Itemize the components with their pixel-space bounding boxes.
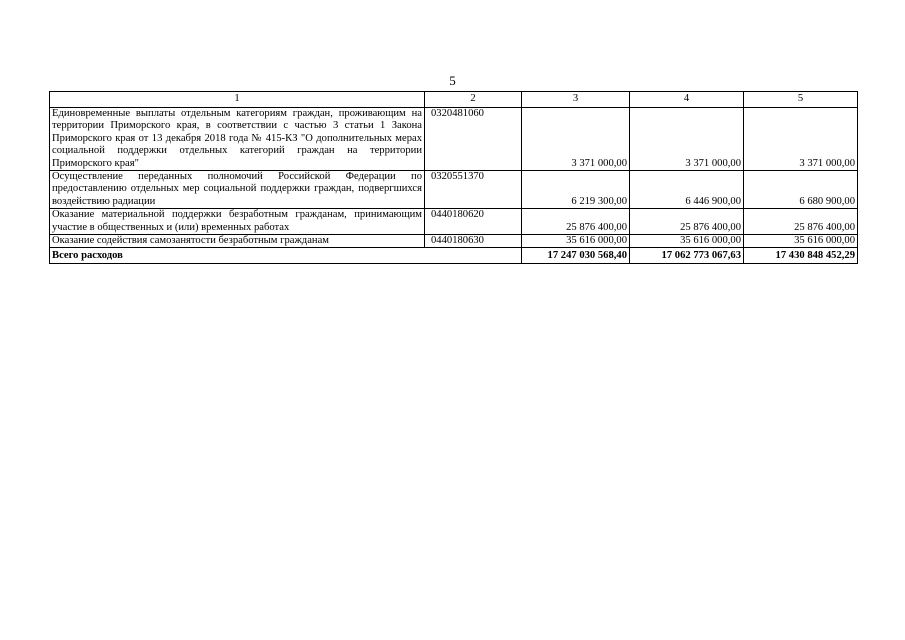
column-header: 2 [425,92,522,108]
row-amount: 25 876 400,00 [744,209,858,235]
row-amount: 35 616 000,00 [630,235,744,248]
row-code: 0440180620 [425,209,522,235]
table-row [50,209,858,235]
row-amount: 6 680 900,00 [744,171,858,209]
total-amount: 17 430 848 452,29 [744,248,858,264]
row-amount: 3 371 000,00 [522,108,630,171]
row-description: Оказание содействия самозанятости безработным гражданам [50,235,425,248]
total-amount: 17 247 030 568,40 [522,248,630,264]
row-amount: 25 876 400,00 [630,209,744,235]
row-amount: 6 446 900,00 [630,171,744,209]
row-amount: 3 371 000,00 [744,108,858,171]
column-header: 4 [630,92,744,108]
row-code: 0440180630 [425,235,522,248]
total-label: Всего расходов [50,248,522,264]
table-row [50,171,858,209]
table-header-row [50,92,858,108]
row-code: 0320481060 [425,108,522,171]
row-amount: 35 616 000,00 [522,235,630,248]
row-description: Единовременные выплаты отдельным категориям граждан, проживающим на территории Приморского края, в соответствии с частью 3 статьи 1 Закона Приморского края от 13 декабря 2018 года № 415-КЗ "О дополнительных мерах социальной поддержки отдельных категорий граждан на территории Приморского края" [50,108,425,171]
row-amount: 6 219 300,00 [522,171,630,209]
table-row [50,108,858,171]
row-description: Оказание материальной поддержки безработным гражданам, принимающим участие в общественных и (или) временных работах [50,209,425,235]
row-description: Осуществление переданных полномочий Российской Федерации по предоставлению отдельных мер социальной поддержки граждан, подвергшихся воздействию радиации [50,171,425,209]
row-code: 0320551370 [425,171,522,209]
expenditure-table [49,91,858,264]
total-amount: 17 062 773 067,63 [630,248,744,264]
page-number: 5 [449,73,456,88]
column-header: 5 [744,92,858,108]
row-amount: 25 876 400,00 [522,209,630,235]
column-header: 3 [522,92,630,108]
column-header: 1 [50,92,425,108]
table-row [50,235,858,248]
row-amount: 35 616 000,00 [744,235,858,248]
total-row [50,248,858,264]
row-amount: 3 371 000,00 [630,108,744,171]
